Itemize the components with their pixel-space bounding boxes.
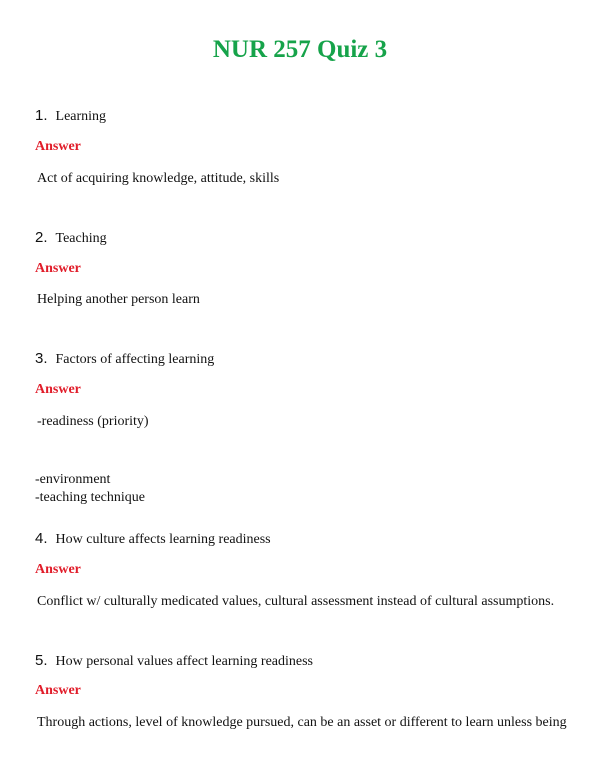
answer-text: Act of acquiring knowledge, attitude, skills xyxy=(37,171,280,186)
answer-label: Answer xyxy=(35,683,81,698)
answer-text: Through actions, level of knowledge pursued, can be an asset or different to learn unless being xyxy=(37,715,567,730)
answer-label: Answer xyxy=(35,562,81,577)
question-4 xyxy=(35,530,271,548)
answer-text: -readiness (priority) xyxy=(37,414,149,429)
answer-label: Answer xyxy=(35,382,81,397)
answer-label: Answer xyxy=(35,139,81,154)
question-2 xyxy=(35,229,107,247)
question-3 xyxy=(35,350,214,368)
question-number: 2. xyxy=(35,229,48,246)
answer-text: Helping another person learn xyxy=(37,292,200,307)
question-number: 3. xyxy=(35,350,48,367)
question-5 xyxy=(35,652,313,670)
answer-text: Conflict w/ culturally medicated values, cultural assessment instead of cultural assumptions. xyxy=(37,594,555,609)
answer-extra-line: -teaching technique xyxy=(35,490,146,505)
answer-extra xyxy=(35,471,145,507)
question-text: Factors of affecting learning xyxy=(55,352,215,367)
question-number: 1. xyxy=(35,107,48,124)
document-title: NUR 257 Quiz 3 xyxy=(212,36,388,63)
answer-label: Answer xyxy=(35,261,81,276)
answer-extra-line: -environment xyxy=(35,472,111,487)
question-text: How personal values affect learning readiness xyxy=(55,654,313,669)
question-number: 5. xyxy=(35,652,48,669)
question-number: 4. xyxy=(35,530,48,547)
question-text: Teaching xyxy=(55,231,107,246)
question-text: Learning xyxy=(55,109,107,124)
question-1 xyxy=(35,107,106,125)
question-text: How culture affects learning readiness xyxy=(55,532,271,547)
